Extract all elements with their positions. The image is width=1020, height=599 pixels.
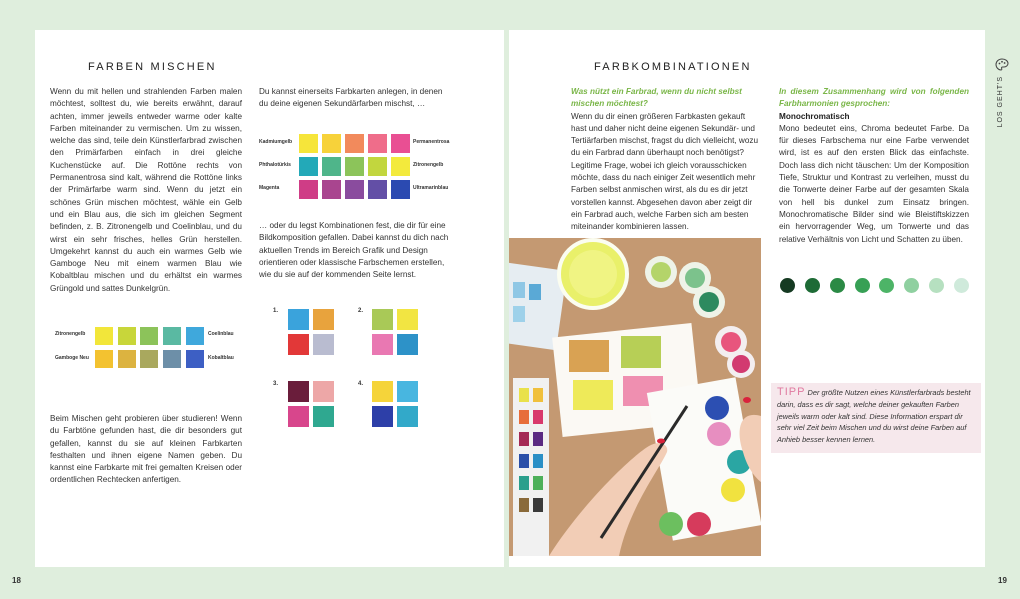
swatch <box>368 134 387 153</box>
mono-dot-2 <box>805 278 820 293</box>
label-phthaloturkis: Phthalotürkis <box>259 162 291 168</box>
combo-number-1: 1. <box>273 308 279 314</box>
mono-dot-6 <box>904 278 919 293</box>
palette-icon <box>995 58 1009 72</box>
label-permanentrosa: Permanentrosa <box>413 139 450 145</box>
label-kobaltblau: Kobaltblau <box>208 355 234 361</box>
swatch <box>322 134 341 153</box>
heading-farbkombinationen: FARBKOMBINATIONEN <box>594 61 752 73</box>
page-number-right: 19 <box>998 576 1007 585</box>
mono-dot-1 <box>780 278 795 293</box>
swatch <box>391 134 410 153</box>
swatch <box>118 350 136 368</box>
swatch <box>163 327 181 345</box>
photo-illustration <box>509 238 761 556</box>
swatch <box>345 157 364 176</box>
tip-text: Der größte Nutzen eines Künstlerfarbrads besteht darin, dass es dir sagt, welche deiner gekauften Farben jeweils warm oder kalt sind. Diese Information erspart dir sehr viel Zeit beim Mischen und du wirst deine Farben auf Anhieb besser kennen lernen. <box>777 388 971 445</box>
right-col1-question: Was nützt ein Farbrad, wenn du nicht selbst mischen möchtest? <box>571 87 742 109</box>
swatch <box>372 381 393 402</box>
swatch <box>397 334 418 355</box>
swatch <box>397 406 418 427</box>
swatch <box>391 157 410 176</box>
swatch <box>345 134 364 153</box>
left-col1-para2: Beim Mischen geht probieren über studieren! Wenn du Farbtöne gefunden hast, die dir besonders gut gefallen, kannst du sie auf kleinen Farbkarten festhalten und ihnen eigene Namen geben. Du kannst eine Farbkarte mit frei gemalten Kreisen oder ordentlichen Rechtecken anfertigen. <box>50 414 242 485</box>
label-kadmiumgelb: Kadmiumgelb <box>259 139 293 145</box>
swatch <box>372 309 393 330</box>
right-col2-intro: In diesem Zusammenhang wird von folgenden Farbharmonien gesprochen: <box>779 87 969 109</box>
label-ultramarinblau: Ultramarinblau <box>413 185 449 191</box>
swatch <box>368 180 387 199</box>
swatch <box>313 406 334 427</box>
swatch <box>372 406 393 427</box>
swatch <box>186 350 204 368</box>
swatch <box>397 381 418 402</box>
mono-dot-5 <box>879 278 894 293</box>
heading-farben-mischen: FARBEN MISCHEN <box>88 61 217 73</box>
swatch <box>397 309 418 330</box>
swatch <box>391 180 410 199</box>
label-zitronengelb-card: Zitronengelb <box>413 162 444 168</box>
swatch <box>95 327 113 345</box>
swatch <box>345 180 364 199</box>
left-col2-para1: Du kannst einerseits Farbkarten anlegen, in denen du deine eigenen Sekundärfarben mischst, … <box>259 87 443 109</box>
photo-painting-scene <box>509 238 761 556</box>
swatch <box>288 406 309 427</box>
swatch <box>313 381 334 402</box>
mono-dot-4 <box>855 278 870 293</box>
label-coelinblau: Coelinblau <box>208 331 234 337</box>
combo-number-3: 3. <box>273 381 279 387</box>
swatch <box>288 309 309 330</box>
tip-block <box>777 387 977 446</box>
combo-number-4: 4. <box>358 381 364 387</box>
swatch <box>95 350 113 368</box>
label-zitronengelb: Zitronengelb <box>55 331 86 337</box>
left-col1-para1: Wenn du mit hellen und strahlenden Farben malen möchtest, solltest du, wie bereits erwähnt, darauf achten, immer jeweils entweder warme oder kalte Farben miteinander zu vermischen. Um zu wissen, welche das sind, teile dein Künstlerfarbrad zwischen den Primärfarben einfach in drei gleiche Kuchenstücke auf. Die Rottöne rechts von Permanentrosa sind kalt, während die Rottöne links der Primärfarbe warm sind. Wenn du jetzt ein schönes Grün mischen möchtest, wähle ein Gelb und ein Blau aus, die sich im gleichen Segment befinden, z. B. Zitronengelb und Coelinblau, und du wirst ein sehr frisches, helles Grün herstellen. Umgekehrt kannst du auch ein warmes Gelb wie Gamboge Neu mit einem warmen Blau wie Kobaltblau mischen und du erhältst ein warmes Grüngold und sattes Dunkelgrün. <box>50 87 242 293</box>
combo-number-2: 2. <box>358 308 364 314</box>
swatch <box>372 334 393 355</box>
right-col1-text: Wenn du dir einen größeren Farbkasten gekauft hast und daher nicht deine eigenen Sekundär- und Tertiärfarben mischst, fragst du dich vielleicht, wozu du ein Farbrad dann überhaupt noch benötigst? Legitime Frage, wobei ich gleich vorausschicken möchte, dass du nach einiger Zeit wesentlich mehr Farben selbst anmischen wirst, als du es dir jetzt vorstellen kannst. Abgesehen davon aber zeigt dir ein Farbrad auch, welche Farben sich am besten miteinander kombinieren lassen. <box>571 111 759 232</box>
swatch <box>313 334 334 355</box>
swatch <box>313 309 334 330</box>
right-col2-term: Monochromatisch <box>779 111 850 121</box>
left-col2-para2: … oder du legst Kombinationen fest, die dir für eine Bildkomposition gefallen. Dabei kannst du dich nach aktuellen Trends im Bereich Grafik und Design orientieren oder klassische Farbschemen erstellen, wie du sie auf der kommenden Seite lernst. <box>259 221 449 280</box>
right-col2-block <box>779 86 969 246</box>
swatch <box>186 327 204 345</box>
swatch <box>368 157 387 176</box>
right-col1-block <box>571 86 762 234</box>
tip-label: TIPP <box>777 386 806 398</box>
swatch <box>140 350 158 368</box>
swatch <box>299 134 318 153</box>
swatch <box>322 180 341 199</box>
mono-dot-3 <box>830 278 845 293</box>
side-label-los-gehts: LOS GEHT'S <box>997 76 1004 128</box>
swatch <box>322 157 341 176</box>
swatch <box>288 334 309 355</box>
swatch <box>299 157 318 176</box>
mono-dot-8 <box>954 278 969 293</box>
label-gamboge-neu: Gamboge Neu <box>55 355 89 361</box>
swatch <box>118 327 136 345</box>
swatch <box>299 180 318 199</box>
label-magenta: Magenta <box>259 185 280 191</box>
mono-dot-7 <box>929 278 944 293</box>
swatch <box>288 381 309 402</box>
page-number-left: 18 <box>12 576 21 585</box>
swatch <box>163 350 181 368</box>
right-col2-text: Mono bedeutet eins, Chroma bedeutet Farbe. Da für dieses Farbschema nur eine Farbe verwendet wird, ist es auf den ersten Blick das einfachste. Doch lass dich nicht täuschen: Um der Komposition Tiefe, Struktur und Kontrast zu verleihen, musst du die Tonwerte deiner Farbe auf der gesamten Skala von hell bis dunkel zum Einsatz bringen. Monochromatische Bilder sind wie Bleistiftskizzen ein hervorragender Weg, um Tonwerte und das relative Verhältnis von Licht und Schatten zu üben. <box>779 123 969 244</box>
swatch <box>140 327 158 345</box>
